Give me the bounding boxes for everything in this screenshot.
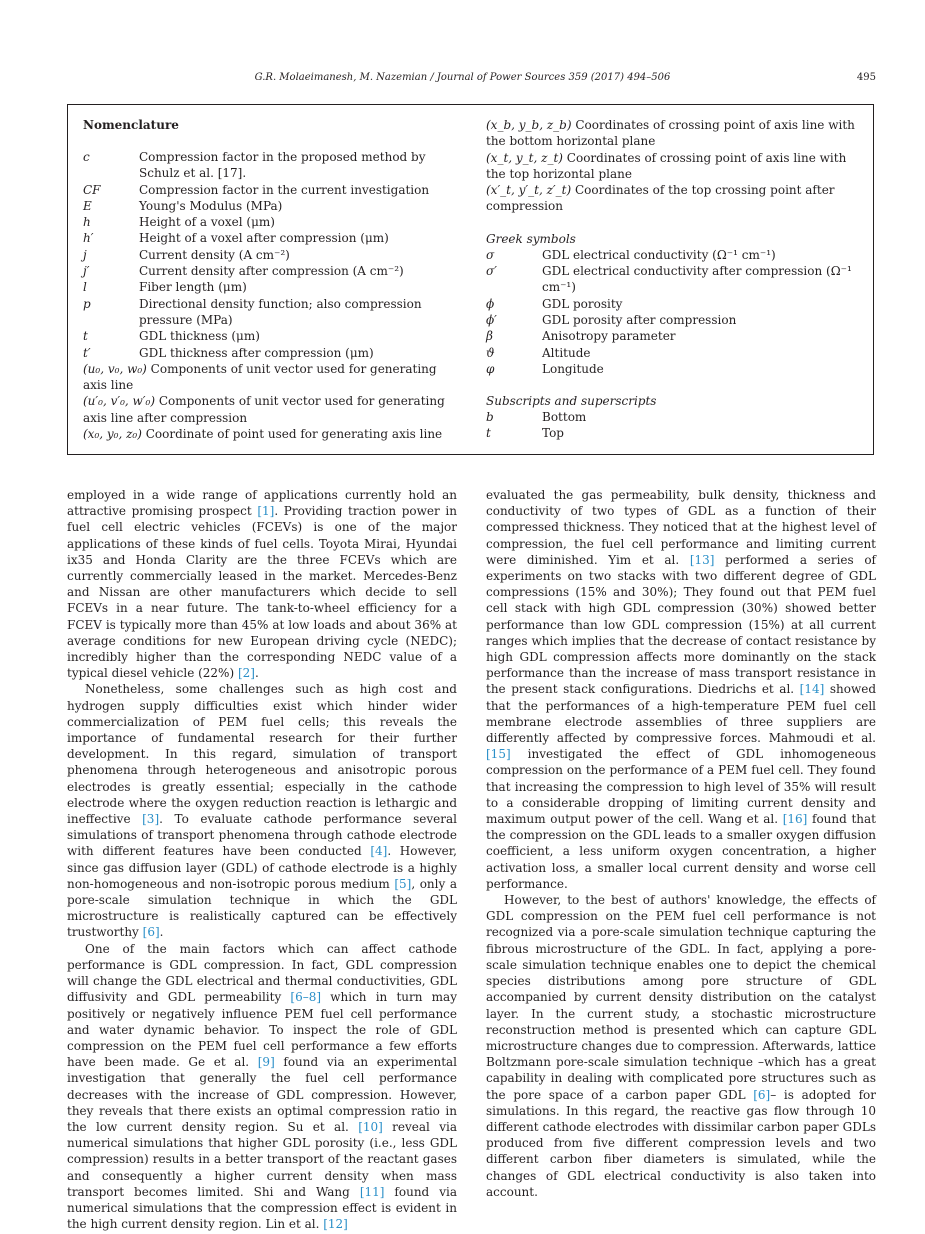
nomenclature-definition: GDL thickness (μm) [139,329,260,344]
greek-symbol-entry [486,247,858,263]
nomenclature-definition: Compression factor in the proposed method by Schulz et al. [17]. [139,150,426,181]
citation-link[interactable]: [15] [486,747,511,762]
nomenclature-entry [83,182,461,198]
nomenclature-entry [83,263,461,279]
greek-symbol-entry [486,345,858,361]
citation-link[interactable]: [12] [323,1217,348,1232]
nomenclature-entry [83,328,461,344]
nomenclature-definition: Current density (A cm⁻²) [139,247,290,262]
nomenclature-title: Nomenclature [83,118,179,132]
nomenclature-entry [83,279,461,295]
body-paragraph: employed in a wide range of applications currently hold an attractive promising prospect [1]. Providing traction power in fuel cell electric vehicles (FCEVs) is one of the major applications of these kinds of fuel cells. Toyota Mirai, Hyundai ix35 and Honda Clarity are the three FCEVs which are currently commercially leased in the market. Mercedes-Benz and Nissan are other manufacturers which decide to sell FCEVs in a near future. The tank-to-wheel efficiency for a FCEV is typically more than 45% at low loads and about 36% at average conditions for new European driving cycle (NEDC); incredibly higher than the corresponding NEDC value of a typical diesel vehicle (22%) [2]. [67,488,457,681]
nomenclature-symbol: j [83,247,87,262]
nomenclature-symbol: p [83,296,91,311]
nomenclature-definition: Anisotropy parameter [542,329,676,344]
citation-link[interactable]: [11] [359,1184,385,1199]
nomenclature-entry [83,230,461,246]
nomenclature-definition: Coordinates of crossing point of axis line with the top horizontal plane [486,150,847,181]
nomenclature-entry [83,361,461,394]
citation-link[interactable]: [16] [782,812,808,827]
subscript-entry [486,425,858,441]
body-paragraph: Nonetheless, some challenges such as high cost and hydrogen supply difficulties exist which hinder wider commercialization of PEM fuel cells; this reveals the importance of fundamental research for their further development. In this regard, simulation of transport phenomena through heterogeneous and anisotropic porous electrodes is greatly essential; especially in the cathode electrode where the oxygen reduction reaction is lethargic and ineffective [3]. To evaluate cathode performance several simulations of transport phenomena through cathode electrode with different features have been conducted [4]. However, since gas diffusion layer (GDL) of cathode electrode is a highly non-homogeneous and non-isotropic porous medium [5], only a pore-scale simulation technique in which the GDL microstructure is realistically captured can be effectively trustworthy [6]. [67,682,458,940]
nomenclature-definition: Directional density function; also compression pressure (MPa) [139,296,422,327]
nomenclature-symbol: CF [83,182,101,197]
nomenclature-symbol: c [83,150,90,164]
nomenclature-entry [83,393,461,426]
body-paragraph: One of the main factors which can affect cathode performance is GDL compression. In fact, GDL compression will change the GDL electrical and thermal conductivities, GDL diffusivity and GDL permeability [6–8] which in turn may positively or negatively influence PEM fuel cell performance and water dynamic behavior. To inspect the role of GDL compression on the PEM fuel cell performance a few efforts have been made. Ge et al. [9] found via an experimental investigation that generally the fuel cell performance decreases with the increase of GDL compression. However, they reveals that there exists an optimal compression ratio in the low current density region. Su et al. [10] reveal via numerical simulations that higher GDL porosity (i.e., less GDL compression) results in a better transport of the reactant gases and consequently a higher current density when mass transport becomes limited. Shi and Wang [11] found via numerical simulations that the compression effect is evident in the high current density region. Lin et al. [12] [67,941,458,1232]
nomenclature-symbol: (x′_t, y′_t, z′_t) [486,183,572,198]
citation-link[interactable]: [13] [689,552,715,567]
nomenclature-symbol: l [83,280,87,295]
nomenclature-symbol: h′ [83,231,94,246]
greek-symbol-entry [486,312,858,328]
nomenclature-symbol: ϑ [486,345,495,360]
subscript-entry [486,409,858,425]
nomenclature-definition: Components of unit vector used for generating axis line [83,361,437,393]
nomenclature-definition: GDL thickness after compression (μm) [139,345,374,360]
nomenclature-entry [83,214,461,230]
greek-symbol-entry [486,361,858,377]
nomenclature-definition: Altitude [542,345,591,360]
page-header [0,72,925,88]
greek-symbols-heading: Greek symbols [486,231,576,246]
nomenclature-entry [486,182,858,215]
citation-link[interactable]: [9] [257,1055,275,1070]
nomenclature-definition: Height of a voxel (μm) [139,215,275,230]
citation-link[interactable]: [4] [370,844,388,859]
nomenclature-symbol: (u′₀, v′₀, w′₀) [83,394,156,409]
nomenclature-definition: GDL porosity [542,296,623,311]
nomenclature-definition: Young's Modulus (MPa) [139,198,283,213]
nomenclature-symbol: b [486,410,494,425]
nomenclature-definition: GDL porosity after compression [542,312,737,327]
nomenclature-symbol: σ [486,247,495,262]
greek-symbol-entry [486,296,858,312]
nomenclature-definition: Coordinates of crossing point of axis line with the bottom horizontal plane [486,118,855,149]
nomenclature-entry [83,247,461,263]
citation-link[interactable]: [1] [257,504,275,519]
nomenclature-definition: Coordinates of the top crossing point after compression [486,183,835,214]
citation-link[interactable]: [2] [237,666,255,681]
nomenclature-symbol: (x_b, y_b, z_b) [486,118,572,132]
nomenclature-left-column [83,117,461,442]
nomenclature-symbol: φ [486,361,495,376]
nomenclature-symbol: ϕ [486,296,495,311]
nomenclature-symbol: σ′ [486,264,497,279]
nomenclature-symbol: ϕ′ [486,312,497,327]
nomenclature-entry [83,198,461,214]
nomenclature-box [67,104,874,455]
citation-link[interactable]: [3] [142,812,160,827]
nomenclature-entry [486,117,858,150]
nomenclature-symbol: E [83,198,92,213]
nomenclature-symbol: h [83,215,91,230]
nomenclature-definition: Bottom [542,410,587,425]
greek-symbol-entry [486,263,858,296]
nomenclature-symbol: t [486,426,491,441]
body-left-column [67,487,457,1232]
nomenclature-definition: Height of a voxel after compression (μm) [139,231,389,246]
nomenclature-definition: Longitude [542,361,604,376]
citation-link[interactable]: [5] [394,876,412,891]
nomenclature-symbol: j′ [83,264,90,279]
nomenclature-symbol: (x_t, y_t, z_t) [486,150,563,165]
nomenclature-definition: Fiber length (μm) [139,280,247,295]
nomenclature-entry [83,426,461,442]
nomenclature-definition: GDL electrical conductivity after compression (Ω⁻¹ cm⁻¹) [542,264,852,295]
nomenclature-symbol: (u₀, v₀, w₀) [83,361,147,376]
nomenclature-right-column [486,117,858,442]
nomenclature-definition: GDL electrical conductivity (Ω⁻¹ cm⁻¹) [542,247,776,262]
nomenclature-entry [486,150,858,183]
subscripts-heading: Subscripts and superscripts [486,394,657,409]
citation-link[interactable]: [14] [799,682,825,697]
nomenclature-symbol: (x₀, y₀, z₀) [83,427,142,442]
nomenclature-entry [83,345,461,361]
nomenclature-entry [83,149,461,182]
journal-citation: G.R. Molaeimanesh, M. Nazemian / Journal of Power Sources 359 (2017) 494–506 [254,72,671,83]
citation-link[interactable]: [6] [753,1087,771,1102]
page-number: 495 [856,72,876,83]
nomenclature-definition: Compression factor in the current investigation [139,182,430,197]
citation-link[interactable]: [6] [142,925,160,940]
greek-symbol-entry [486,328,858,344]
nomenclature-symbol: t [83,329,88,344]
nomenclature-definition: Coordinate of point used for generating axis line [141,427,443,442]
nomenclature-definition: Top [542,426,564,441]
body-right-column [486,487,876,1200]
body-paragraph: evaluated the gas permeability, bulk density, thickness and conductivity of two types of GDL as a function of their compressed thickness. They noticed that at the highest level of compression, the fuel cell performance and limiting current were diminished. Yim et al. [13] performed a series of experiments on two stacks with two different degree of GDL compressions (15% and 30%); They found out that PEM fuel cell stack with high GDL compression (30%) showed better performance than low GDL compression (15%) at all current ranges which implies that the decrease of contact resistance by high GDL compression affects more dominantly on the stack performance than the increase of mass transport resistance in the present stack configurations. Diedrichs et al. [14] showed that the performances of a high-temperature PEM fuel cell membrane electrode assemblies of three suppliers are differently affected by compressive forces. Mahmoudi et al. [15] investigated the effect of GDL inhomogeneous compression on the performance of a PEM fuel cell. They found that increasing the compression to high level of 35% will result to a considerable dropping of limiting current density and maximum output power of the cell. Wang et al. [16] found that the compression on the GDL leads to a smaller oxygen diffusion coefficient, a less uniform oxygen concentration, a higher activation loss, a smaller local current density and worse cell performance. [486,488,877,891]
citation-link[interactable]: [10] [358,1119,383,1134]
nomenclature-definition: Current density after compression (A cm⁻²) [139,264,404,279]
nomenclature-entry [83,296,461,329]
body-paragraph: However, to the best of authors' knowledge, the effects of GDL compression on the PEM fuel cell performance is not recognized via a pore-scale simulation technique capturing the fibrous microstructure of the GDL. In fact, applying a pore-scale simulation technique enables one to depict the chemical species distributions among pore structure of GDL accompanied by current density distribution on the catalyst layer. In the current study, a stochastic microstructure reconstruction method is presented which can capture GDL microstructure changes due to compression. Afterwards, lattice Boltzmann pore-scale simulation technique –which has a great capability in dealing with complicated pore structures such as the pore space of a carbon paper GDL [6]– is adopted for simulations. In this regard, the reactive gas flow through 10 different cathode electrodes with dissimilar carbon paper GDLs produced from five different compression levels and two different carbon fiber diameters is simulated, while the changes of GDL electrical conductivity is also taken into account. [486,893,876,1199]
citation-link[interactable]: [6–8] [290,990,322,1005]
nomenclature-symbol: t′ [83,345,91,360]
nomenclature-definition: Components of unit vector used for generating axis line after compression [83,394,445,425]
nomenclature-symbol: β [486,329,493,344]
